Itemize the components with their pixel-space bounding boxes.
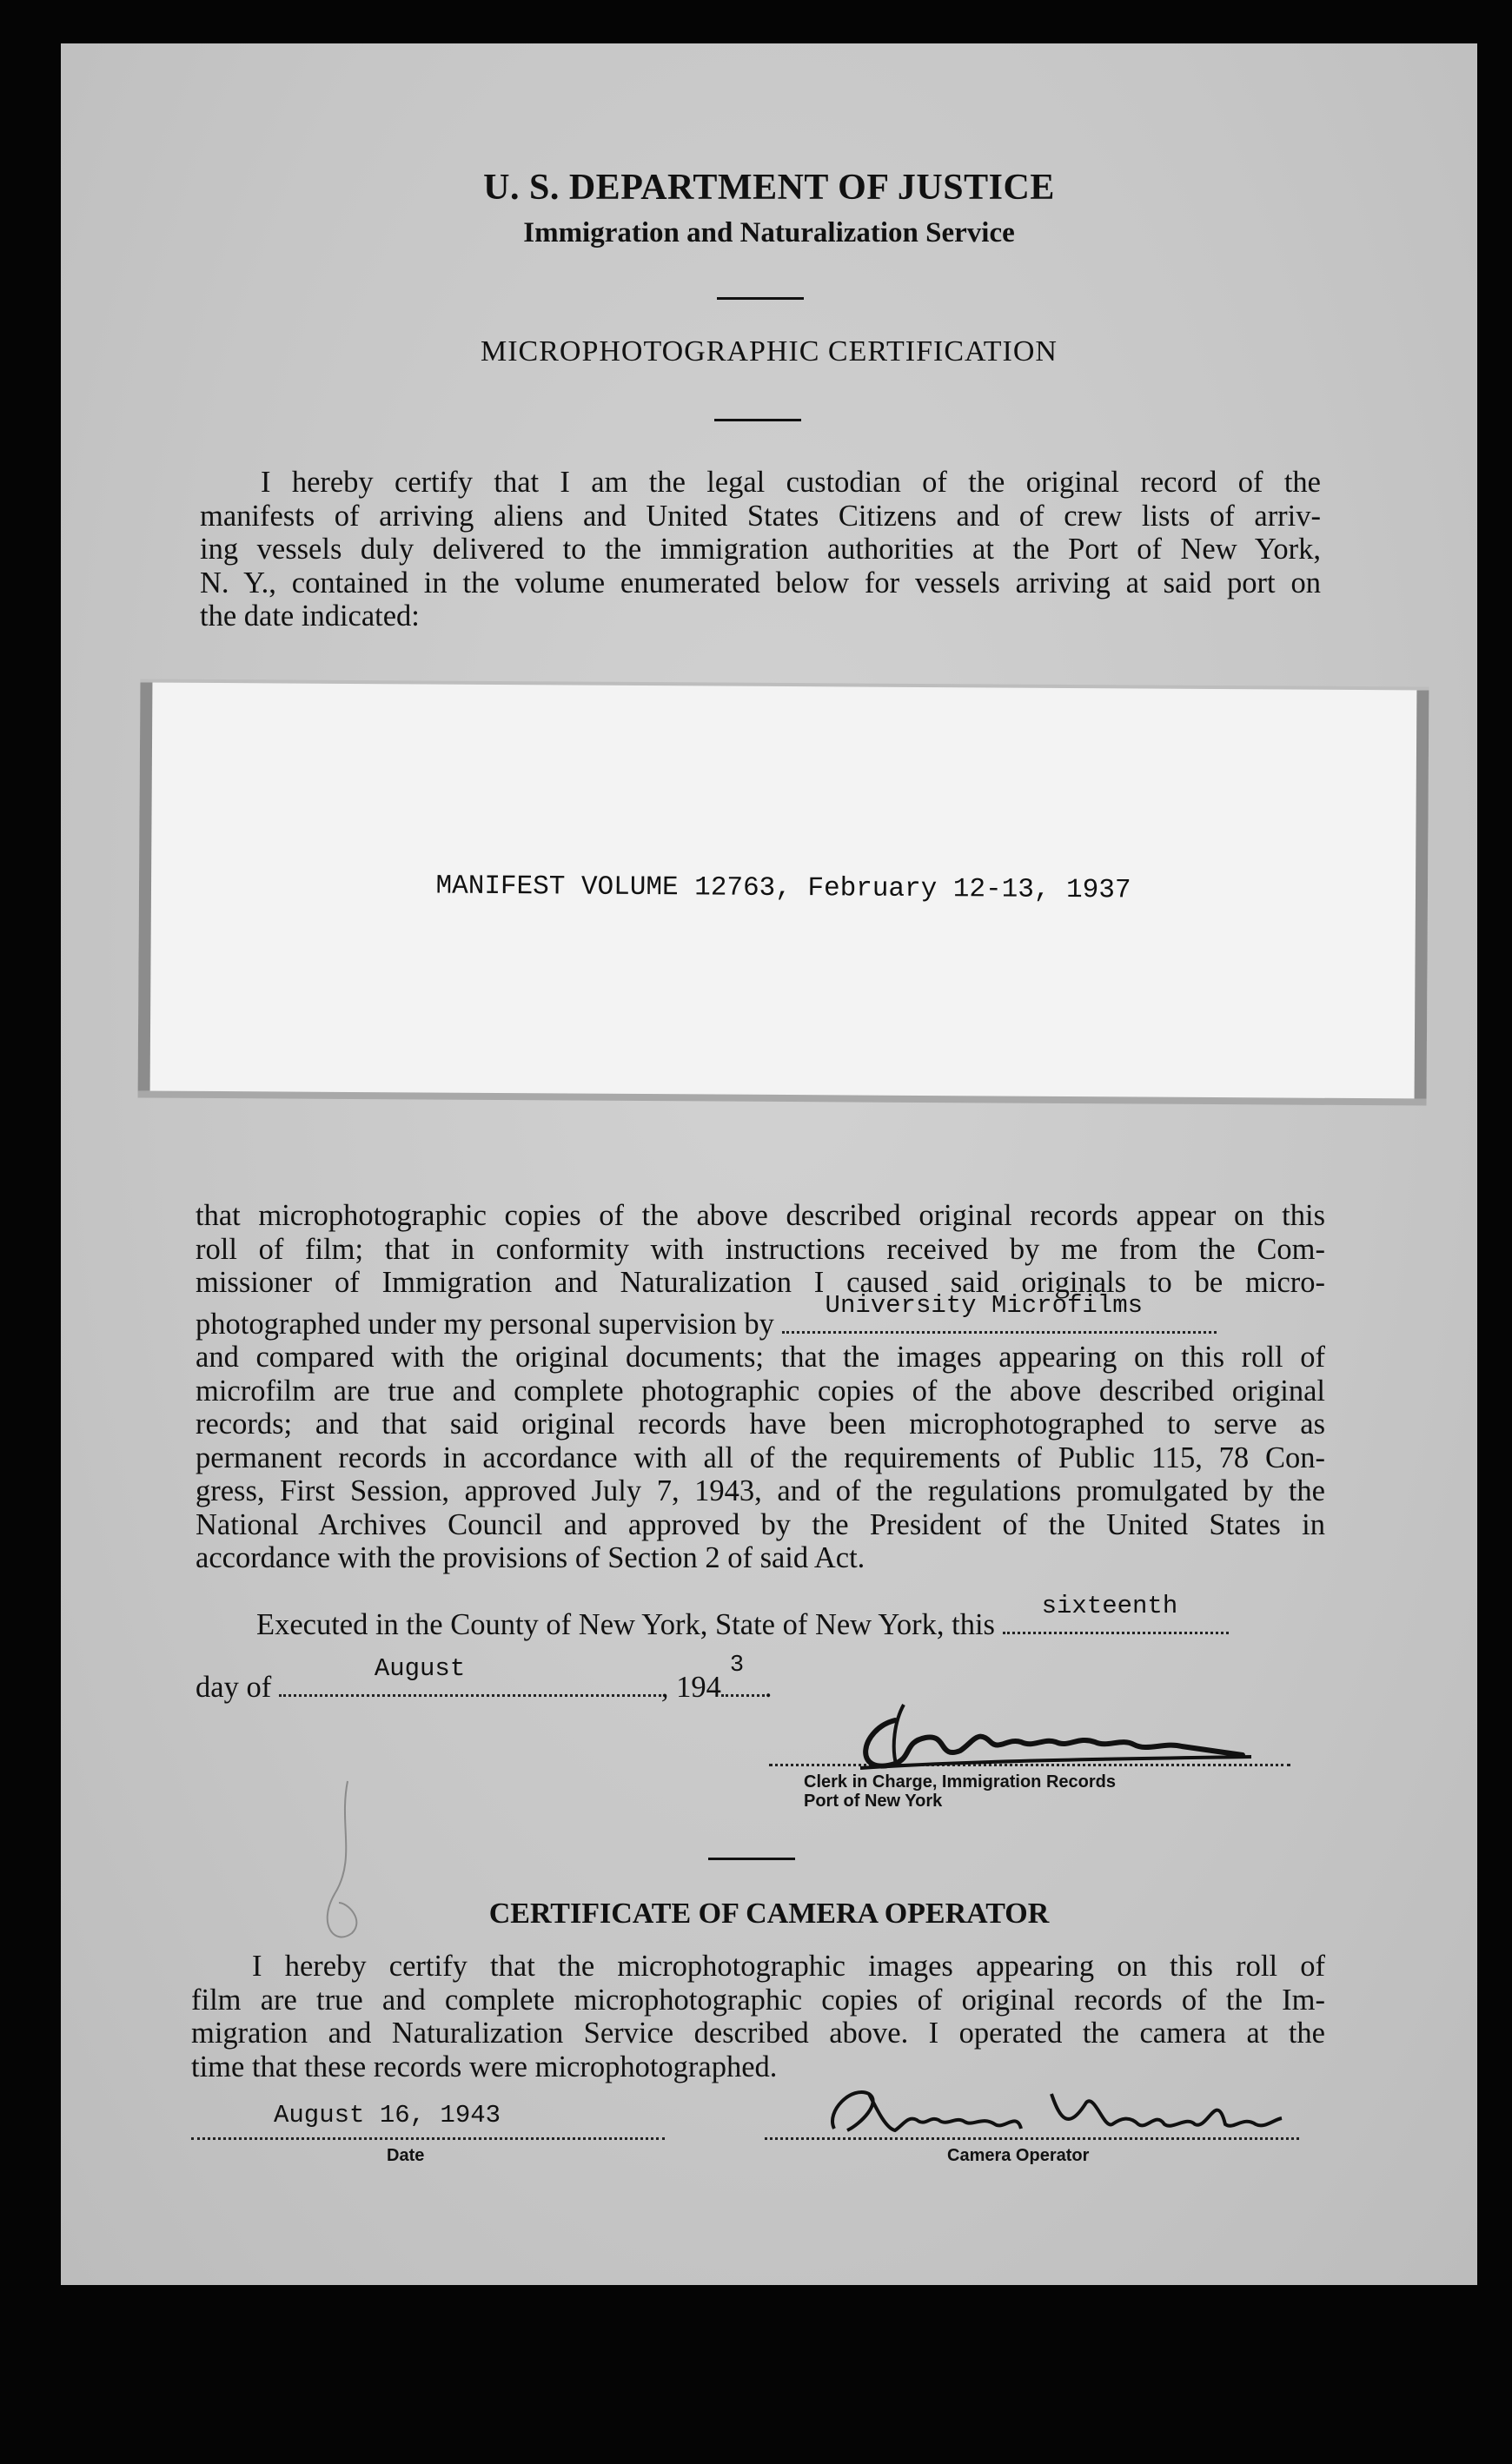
intro-paragraph [200,466,1321,633]
body-paragraph [196,1199,1325,1575]
body-line: roll of film; that in conformity with instructions received by me from the Com- [196,1232,1325,1266]
camera-line: I hereby certify that the microphotographic images appearing on this roll of [252,1950,1325,1983]
camera-certificate-title: CERTIFICATE OF CAMERA OPERATOR [488,1898,1050,1930]
camera-paragraph [191,1950,1325,2083]
intro-line: N. Y., contained in the volume enumerated below for vessels arriving at said port on [200,566,1321,599]
day-blank [1003,1592,1229,1634]
clerk-title [804,1772,1116,1811]
body-line: microfilm are true and complete photographic copies of the above described original [196,1374,1325,1408]
day-of-label: day of [196,1671,272,1704]
operator-signature [799,2077,1286,2146]
camera-line: time that these records were microphotographed. [191,2050,778,2083]
camera-line: migration and Naturalization Service described above. I operated the camera at the [191,2017,1325,2050]
supervision-value: University Microfilms [825,1290,1144,1320]
intro-line: I hereby certify that I am the legal custodian of the original record of the [261,466,1321,499]
service-subheading: Immigration and Naturalization Service [523,217,1015,248]
year-blank [721,1653,765,1697]
executed-label: Executed in the County of New York, State of New York, this [256,1608,995,1641]
date-value: August 16, 1943 [274,2101,501,2130]
body-line: missioner of Immigration and Naturalization I caused said originals to be micro- [196,1266,1325,1299]
divider [708,1858,795,1860]
department-heading: U. S. DEPARTMENT OF JUSTICE [483,168,1055,208]
clerk-title-line: Port of New York [804,1792,943,1811]
manifest-volume-card [138,682,1429,1098]
certificate-sheet [61,43,1477,2285]
intro-line: manifests of arriving aliens and United States Citizens and of crew lists of arriv- [200,499,1321,533]
body-line: that microphotographic copies of the above described original records appear on this [196,1199,1325,1232]
body-line: National Archives Council and approved by the President of the United States in [196,1507,1325,1541]
intro-line: ing vessels duly delivered to the immigration authorities at the Port of New York, [200,533,1321,566]
body-line: permanent records in accordance with all of the requirements of Public 115, 78 Con- [196,1441,1325,1474]
camera-line: film are true and complete microphotographic copies of original records of the Im- [191,1983,1325,2017]
year-prefix: , 194 [660,1671,721,1704]
month-blank [279,1654,661,1697]
body-line: gress, First Session, approved July 7, 1943, and of the regulations promulgated by the [196,1474,1325,1507]
year-value: 3 [729,1653,745,1679]
divider [714,419,801,421]
date-label: Date [387,2146,425,2165]
body-line: accordance with the provisions of Section 2 of said Act. [196,1541,865,1574]
intro-line: the date indicated: [200,599,420,633]
manifest-volume-text: MANIFEST VOLUME 12763, February 12-13, 1937 [435,871,1131,906]
date-blank [191,2129,665,2140]
body-line: and compared with the original documents; that the images appearing on this roll of [196,1341,1325,1374]
certification-title: MICROPHOTOGRAPHIC CERTIFICATION [480,335,1058,368]
clerk-title-line: Clerk in Charge, Immigration Records [804,1772,1116,1792]
day-value: sixteenth [1041,1592,1178,1620]
body-line: records; and that said original records have been microphotographed to serve as [196,1408,1325,1441]
supervision-blank [782,1290,1217,1334]
year-suffix: . [764,1671,773,1704]
executed-line [256,1592,1369,1642]
supervision-line [196,1290,1325,1341]
supervision-label: photographed under my personal supervision by [196,1307,774,1341]
month-value: August [374,1654,466,1683]
divider [717,297,804,300]
operator-label: Camera Operator [947,2146,1090,2165]
